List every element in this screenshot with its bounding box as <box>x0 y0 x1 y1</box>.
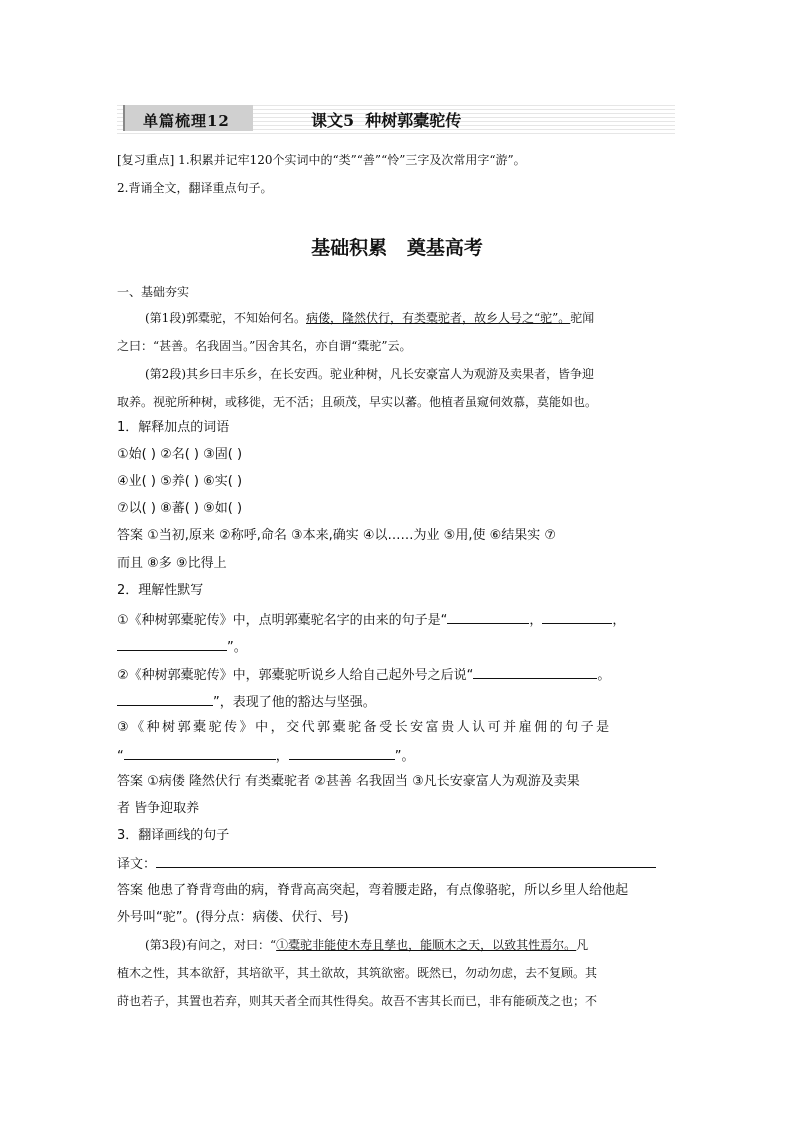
q2-item-2-end-text: ”，表现了他的豁达与坚强。 <box>213 695 376 710</box>
q1-row-3: ⑦以( ) ⑧蕃( ) ⑨如( ) <box>117 501 243 516</box>
part1-heading: 一、基础夯实 <box>117 285 190 299</box>
section-title: 基础积累 奠基高考 <box>311 237 483 259</box>
q2-item-2-line-2 <box>117 691 376 713</box>
para3-underlined-sentence: ①橐驼非能使木寿且孳也，能顺木之天，以致其性焉尔。 <box>276 938 577 952</box>
punct-comma: ， <box>529 613 543 628</box>
punct-open-quote: “ <box>117 749 124 764</box>
q2-item-2-text: ②《种树郭橐驼传》中，郭橐驼听说乡人给自己起外号之后说“ <box>117 668 474 683</box>
answer-blank[interactable] <box>117 691 213 706</box>
translation-blank[interactable] <box>156 853 656 868</box>
q3-answer-line-1: 答案 他患了脊背弯曲的病，脊背高高突起，弯着腰走路，有点像骆驼，所以乡里人给他起 <box>117 883 629 898</box>
para3-line-1 <box>145 935 588 955</box>
para1-prefix: (第1段)郭橐驼，不知始何名。 <box>145 311 306 325</box>
answer-blank[interactable] <box>542 609 612 624</box>
q2-item-1-line-1 <box>117 609 625 631</box>
para1-line-2: 之曰：“甚善。名我固当。”因舍其名，亦自谓“橐驼”云。 <box>117 339 412 353</box>
q2-answer-line-1: 答案 ①病偻 隆然伏行 有类橐驼者 ②甚善 名我固当 ③凡长安豪富人为观游及卖果 <box>117 774 580 789</box>
q1-row-1: ①始( ) ②名( ) ③固( ) <box>117 447 243 462</box>
q2-item-3-line-1: ③《种树郭橐驼传》中，交代郭橐驼备受长安富贵人认可并雇佣的句子是 <box>117 720 612 735</box>
q3-answer-line-2: 外号叫“驼”。(得分点：病偻、伏行、号) <box>117 910 349 925</box>
para1-suffix: 驼闻 <box>570 311 595 325</box>
para1-line-1 <box>145 308 594 328</box>
para3-prefix: (第3段)有问之，对曰：“ <box>145 938 277 952</box>
punct-comma: ， <box>275 749 289 764</box>
review-line-1: [复习重点] 1.积累并记牢120个实词中的“类”“善”“怜”三字及次常用字“游”。 <box>117 153 526 167</box>
q3-translation-line <box>117 853 656 875</box>
lesson-title: 课文5 种树郭橐驼传 <box>311 111 462 130</box>
punct-close-quote: ”。 <box>394 749 415 764</box>
q3-title: 3．翻译画线的句子 <box>117 828 230 843</box>
section-tag-box <box>123 105 253 131</box>
answer-blank[interactable] <box>289 745 395 760</box>
q2-item-1-text: ①《种树郭橐驼传》中，点明郭橐驼名字的由来的句子是“ <box>117 613 448 628</box>
q1-answer-line-1: 答案 ①当初,原来 ②称呼,命名 ③本来,确实 ④以……为业 ⑤用,使 ⑥结果实 ⑦ <box>117 528 557 543</box>
para3-suffix: 凡 <box>576 938 589 952</box>
answer-blank[interactable] <box>473 664 597 679</box>
q1-title: 1．解释加点的词语 <box>117 420 230 435</box>
q2-title: 2．理解性默写 <box>117 583 204 598</box>
q2-item-2-line-1 <box>117 664 610 686</box>
section-tag: 单篇梳理12 <box>143 112 230 130</box>
punct-period: 。 <box>597 668 611 683</box>
para1-underlined-sentence: 病偻，隆然伏行，有类橐驼者，故乡人号之“驼”。 <box>306 311 571 325</box>
review-line-2: 2.背诵全文，翻译重点句子。 <box>117 181 273 195</box>
answer-blank[interactable] <box>447 609 529 624</box>
q1-answer-line-2: 而且 ⑧多 ⑨比得上 <box>117 556 227 571</box>
para3-line-3: 莳也若子，其置也若弃，则其天者全而其性得矣。故吾不害其长而已，非有能硕茂之也；不 <box>117 994 598 1008</box>
punct-close-quote: ”。 <box>227 640 247 655</box>
answer-blank[interactable] <box>124 745 276 760</box>
q2-answer-line-2: 者 皆争迎取养 <box>117 801 200 816</box>
para3-line-2: 植木之性，其本欲舒，其培欲平，其土欲故，其筑欲密。既然已，勿动勿虑，去不复顾。其 <box>117 966 598 980</box>
punct-comma: ， <box>612 613 626 628</box>
para2-line-2: 取养。视驼所种树，或移徙，无不活；且硕茂，早实以蕃。他植者虽窥伺效慕，莫能如也。 <box>117 395 598 409</box>
para2-line-1: (第2段)其乡曰丰乐乡，在长安西。驼业种树，凡长安豪富人为观游及卖果者，皆争迎 <box>145 367 595 381</box>
q2-item-3-line-2 <box>117 745 415 767</box>
q1-row-2: ④业( ) ⑤养( ) ⑥实( ) <box>117 474 243 489</box>
q3-prompt: 译文： <box>117 857 157 872</box>
header-band <box>117 102 675 134</box>
q2-item-1-line-2 <box>117 636 247 658</box>
answer-blank[interactable] <box>117 636 227 651</box>
